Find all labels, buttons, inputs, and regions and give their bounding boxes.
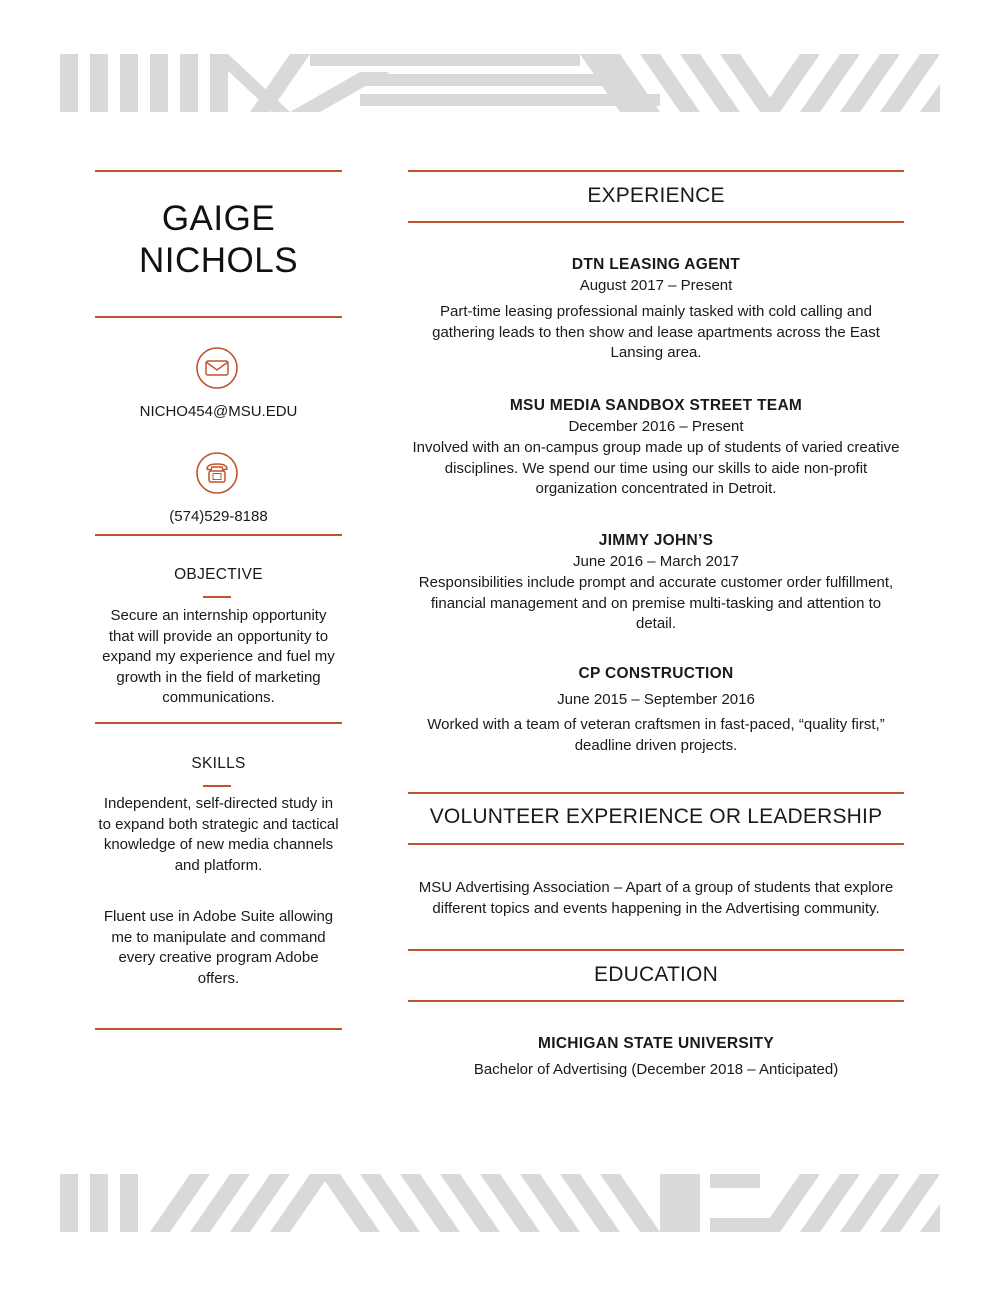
degree-text: Bachelor of Advertising (December 2018 – Anticipated) bbox=[473, 1061, 839, 1078]
education-heading: EDUCATION bbox=[594, 963, 718, 986]
text-line: financial management and on premise multi-tasking and attention to bbox=[430, 594, 882, 612]
text-line: to expand both strategic and tactical bbox=[98, 815, 339, 833]
text-line: Secure an internship opportunity bbox=[110, 607, 327, 624]
divider bbox=[95, 1028, 342, 1030]
skills-heading: SKILLS bbox=[191, 755, 246, 772]
text-line: Lansing area. bbox=[610, 344, 702, 362]
divider bbox=[408, 949, 904, 951]
email-text: NICHO454@MSU.EDU bbox=[139, 403, 298, 420]
text-line: Part-time leasing professional mainly tasked with cold calling and bbox=[440, 303, 872, 320]
divider bbox=[408, 843, 904, 845]
first-name: GAIGE bbox=[161, 199, 276, 238]
text-line: and platform. bbox=[174, 856, 263, 874]
job-description bbox=[408, 438, 904, 500]
text-line: different topics and events happening in the Advertising community. bbox=[432, 899, 880, 917]
text-line: Fluent use in Adobe Suite allowing bbox=[103, 908, 334, 925]
skills-item bbox=[95, 794, 342, 876]
heading-underline bbox=[203, 596, 231, 598]
divider bbox=[408, 792, 904, 794]
objective-heading: OBJECTIVE bbox=[174, 566, 263, 583]
top-pattern-band bbox=[60, 54, 940, 112]
divider bbox=[95, 316, 342, 318]
text-line: Worked with a team of veteran craftsmen in fast-paced, “quality first,” bbox=[427, 716, 885, 733]
volunteer-heading: VOLUNTEER EXPERIENCE OR LEADERSHIP bbox=[429, 805, 883, 828]
divider bbox=[408, 1000, 904, 1002]
job-title: JIMMY JOHN’S bbox=[598, 532, 714, 549]
volunteer-text bbox=[408, 878, 904, 919]
heading-underline bbox=[203, 785, 231, 787]
text-line: Involved with an on-campus group made up of students of varied creative bbox=[412, 439, 900, 456]
text-line: Independent, self-directed study in bbox=[103, 795, 334, 812]
job-date: June 2016 – March 2017 bbox=[573, 553, 739, 570]
job-date: August 2017 – Present bbox=[579, 277, 733, 294]
text-line: every creative program Adobe bbox=[118, 949, 319, 967]
text-line: MSU Advertising Association – Apart of a group of students that explore bbox=[418, 879, 894, 896]
text-line: offers. bbox=[197, 969, 240, 987]
skills-item bbox=[95, 907, 342, 989]
text-line: disciplines. We spend our time using our skills to aide non-profit bbox=[444, 459, 868, 477]
job-title: DTN LEASING AGENT bbox=[571, 256, 741, 273]
experience-heading: EXPERIENCE bbox=[587, 184, 725, 207]
job-description bbox=[408, 715, 904, 756]
text-line: gathering leads to then show and lease apartments across the East bbox=[432, 323, 880, 341]
job-date: December 2016 – Present bbox=[568, 418, 744, 435]
job-description bbox=[408, 302, 904, 364]
job-title: CP CONSTRUCTION bbox=[578, 665, 734, 682]
name-heading bbox=[95, 198, 342, 282]
text-line: organization concentrated in Detroit. bbox=[535, 480, 777, 498]
bottom-pattern-band bbox=[60, 1174, 940, 1232]
divider bbox=[95, 534, 342, 536]
last-name: NICHOLS bbox=[138, 241, 299, 280]
text-line: expand my experience and fuel my bbox=[102, 648, 335, 666]
divider bbox=[95, 170, 342, 172]
objective-text bbox=[95, 606, 342, 709]
text-line: knowledge of new media channels bbox=[103, 836, 334, 854]
divider bbox=[408, 221, 904, 223]
telephone-icon bbox=[196, 452, 238, 494]
text-line: Responsibilities include prompt and accurate customer order fulfillment, bbox=[418, 574, 894, 591]
text-line: deadline driven projects. bbox=[574, 736, 738, 754]
divider bbox=[408, 170, 904, 172]
divider bbox=[95, 722, 342, 724]
text-line: that will provide an opportunity to bbox=[108, 627, 329, 645]
job-title: MSU MEDIA SANDBOX STREET TEAM bbox=[509, 397, 803, 414]
text-line: detail. bbox=[635, 615, 677, 633]
school-name: MICHIGAN STATE UNIVERSITY bbox=[538, 1035, 774, 1052]
text-line: communications. bbox=[162, 689, 275, 707]
job-description bbox=[408, 573, 904, 635]
text-line: growth in the field of marketing bbox=[116, 668, 321, 686]
envelope-icon bbox=[196, 347, 238, 389]
text-line: me to manipulate and command bbox=[111, 928, 326, 946]
job-date: June 2015 – September 2016 bbox=[557, 691, 755, 708]
phone-text: (574)529-8188 bbox=[169, 508, 268, 525]
